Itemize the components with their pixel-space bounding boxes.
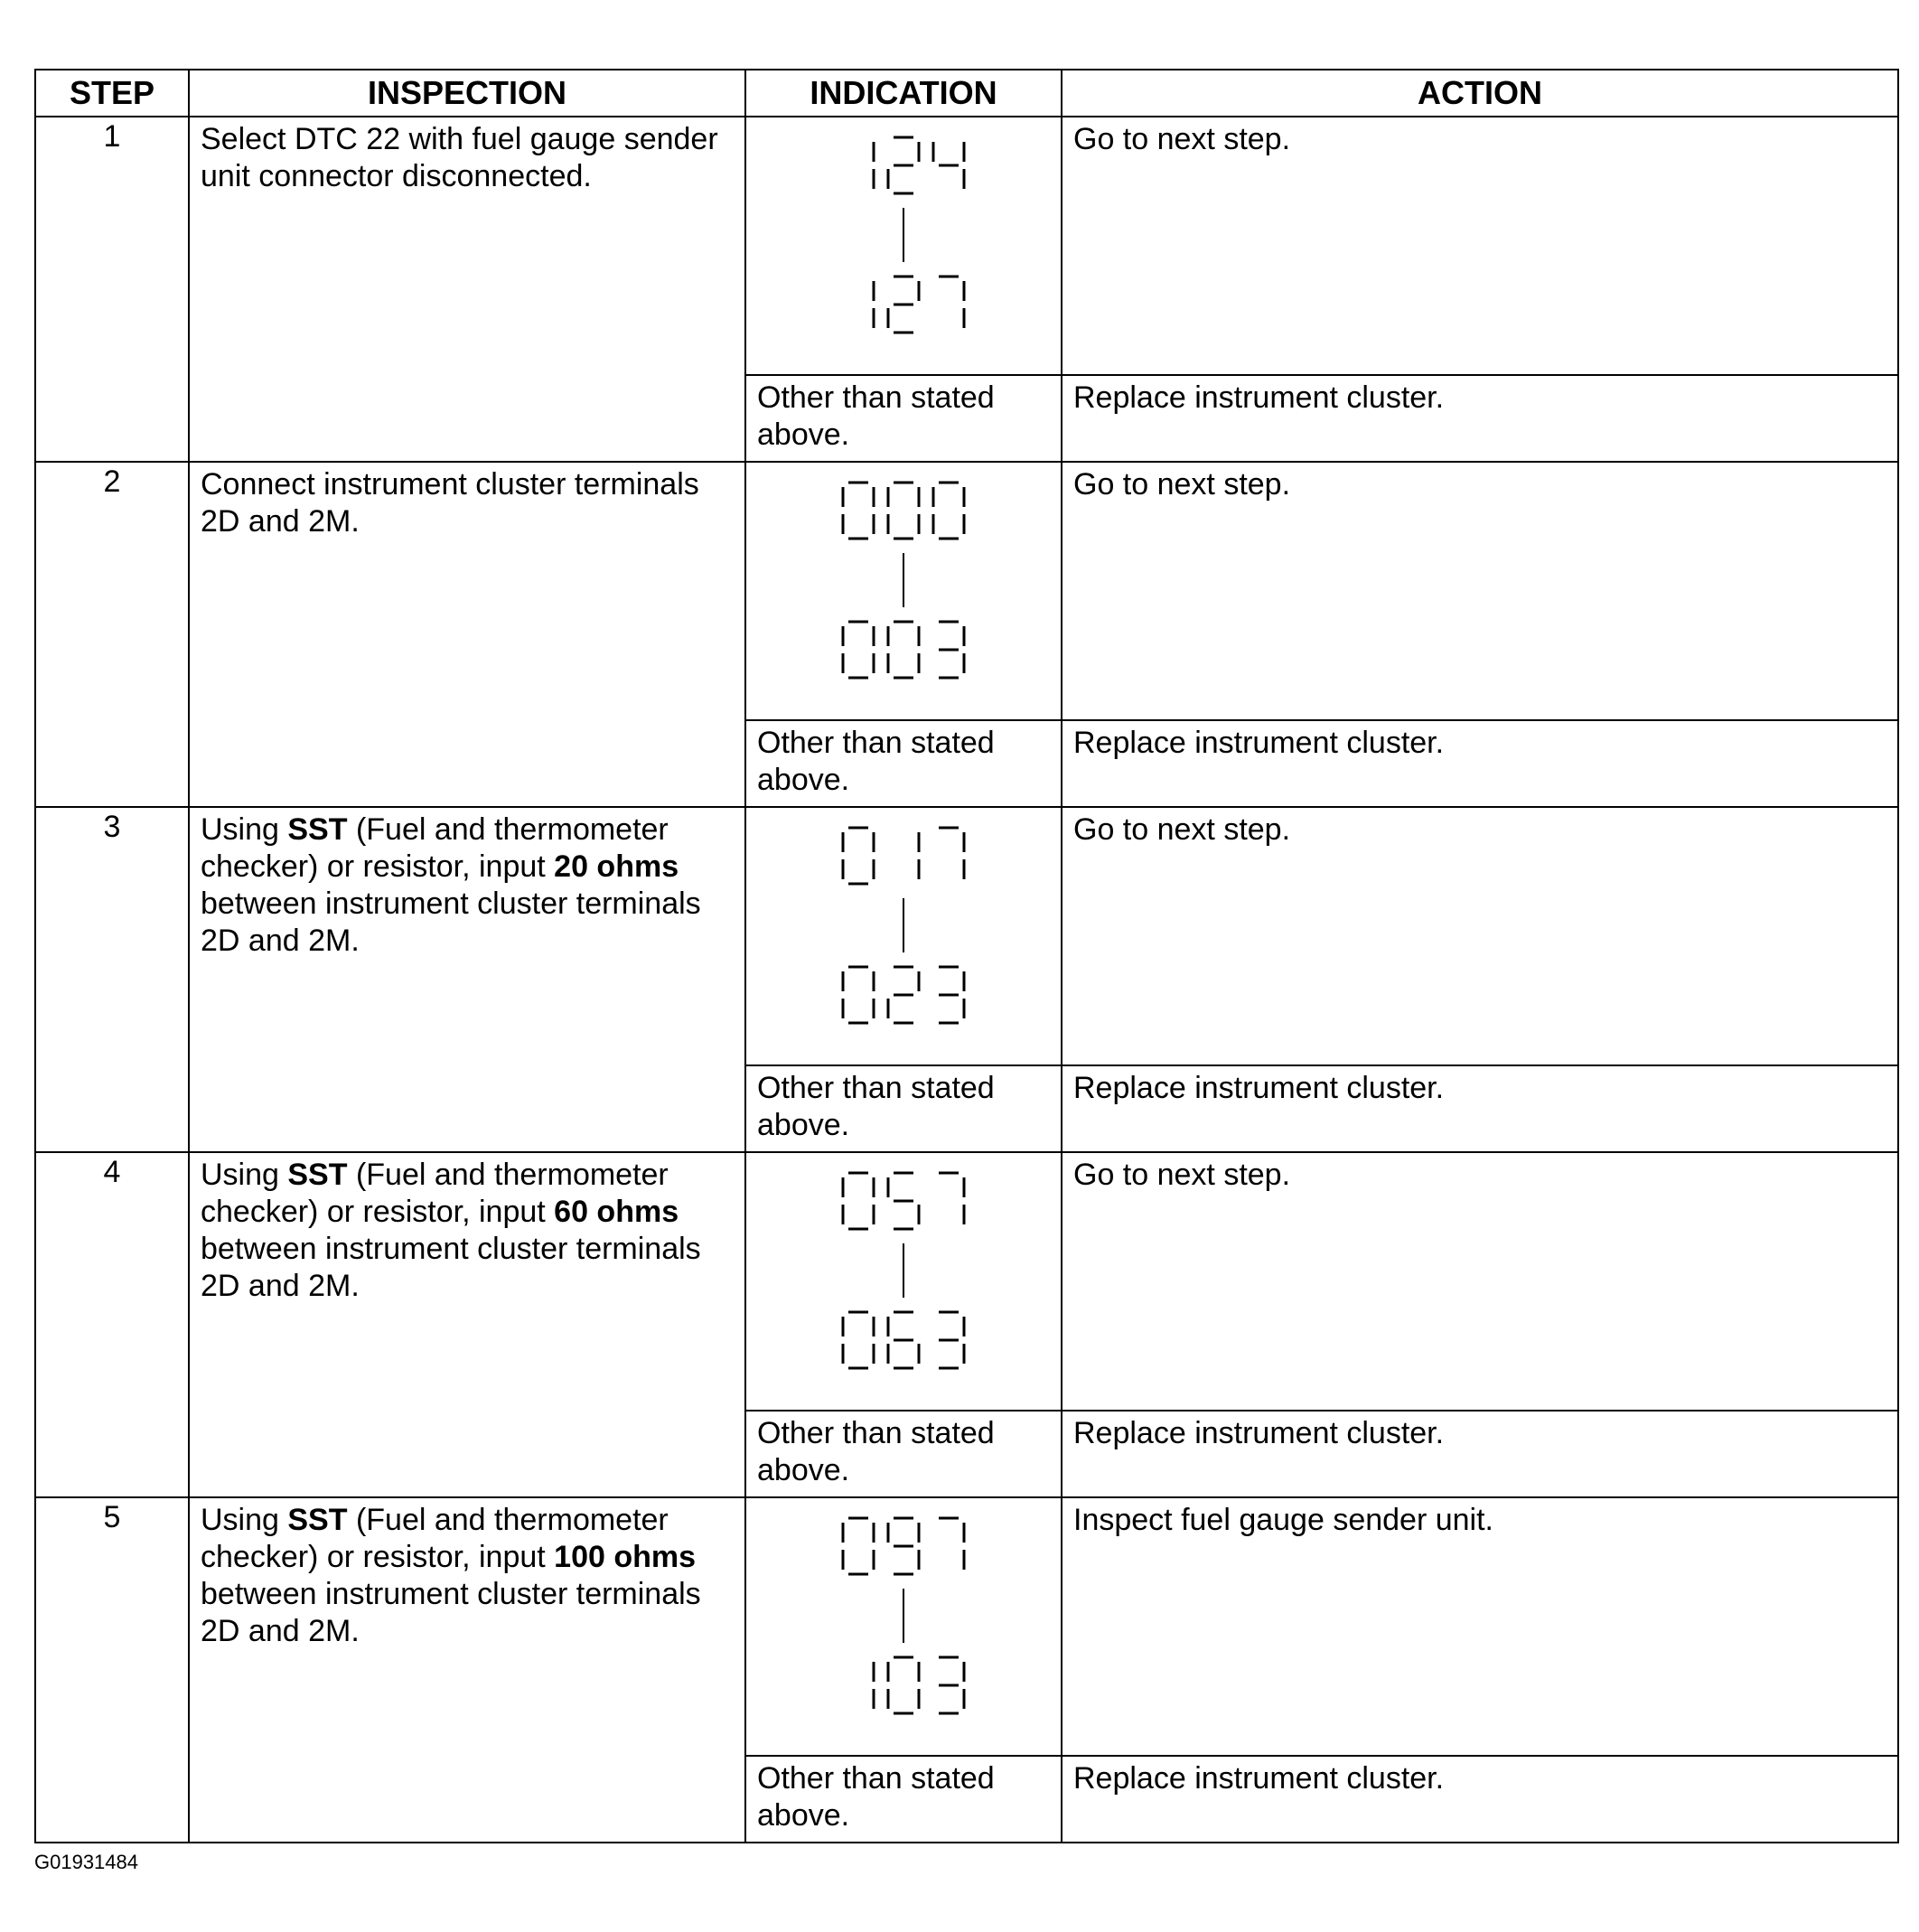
step-number: 1 xyxy=(35,117,189,462)
inspection-text xyxy=(189,1152,745,1497)
action-ng: Replace instrument cluster. xyxy=(1062,1411,1898,1497)
inspection-fragment: Connect instrument cluster terminals 2D and 2M. xyxy=(201,467,699,539)
inspection-fragment: (Fuel and thermometer checker) or resistor, input xyxy=(201,812,669,884)
inspection-fragment: Using xyxy=(201,1503,288,1537)
inspection-fragment: (Fuel and thermometer checker) or resistor, input xyxy=(201,1158,669,1229)
header-action: ACTION xyxy=(1062,70,1898,117)
indication-high-display xyxy=(839,618,968,681)
inspection-fragment: Select DTC 22 with fuel gauge sender unit connector disconnected. xyxy=(201,122,718,193)
inspection-fragment: Using xyxy=(201,812,288,847)
inspection-emphasis: 60 ohms xyxy=(554,1195,679,1229)
indication-other: Other than stated above. xyxy=(745,1065,1062,1152)
header-inspection: INSPECTION xyxy=(189,70,745,117)
indication-low-display xyxy=(839,1169,968,1233)
indication-low-display xyxy=(839,824,968,887)
action-ng: Replace instrument cluster. xyxy=(1062,375,1898,462)
header-row xyxy=(35,70,1898,117)
inspection-table xyxy=(34,69,1899,1843)
inspection-text xyxy=(189,807,745,1152)
step-number: 3 xyxy=(35,807,189,1152)
indication-high-display xyxy=(839,1308,968,1372)
action-ok: Go to next step. xyxy=(1062,1152,1898,1411)
inspection-fragment: between instrument cluster terminals 2D and 2M. xyxy=(201,1577,701,1648)
inspection-text xyxy=(189,462,745,807)
inspection-fragment: Using xyxy=(201,1158,288,1192)
indication-range xyxy=(745,807,1062,1065)
action-ok: Inspect fuel gauge sender unit. xyxy=(1062,1497,1898,1756)
inspection-emphasis: 100 ohms xyxy=(554,1540,697,1574)
indication-range xyxy=(745,117,1062,375)
inspection-fragment: (Fuel and thermometer checker) or resistor, input xyxy=(201,1503,669,1574)
inspection-emphasis: SST xyxy=(287,812,348,847)
table-body xyxy=(35,117,1898,1843)
step-row xyxy=(35,117,1898,375)
indication-high-display xyxy=(839,963,968,1027)
indication-other: Other than stated above. xyxy=(745,1411,1062,1497)
indication-high-display xyxy=(839,1654,968,1717)
step-number: 2 xyxy=(35,462,189,807)
range-separator xyxy=(903,208,904,262)
inspection-emphasis: SST xyxy=(287,1158,348,1192)
indication-range xyxy=(745,462,1062,720)
inspection-emphasis: SST xyxy=(287,1503,348,1537)
indication-low-display xyxy=(839,479,968,542)
step-number: 4 xyxy=(35,1152,189,1497)
action-ng: Replace instrument cluster. xyxy=(1062,720,1898,807)
action-ok: Go to next step. xyxy=(1062,117,1898,375)
step-row xyxy=(35,1152,1898,1411)
indication-low-display xyxy=(839,134,968,197)
action-ok: Go to next step. xyxy=(1062,807,1898,1065)
step-number: 5 xyxy=(35,1497,189,1843)
step-row xyxy=(35,1497,1898,1756)
range-separator xyxy=(903,898,904,952)
range-separator xyxy=(903,1243,904,1298)
inspection-text xyxy=(189,1497,745,1843)
indication-range xyxy=(745,1152,1062,1411)
indication-other: Other than stated above. xyxy=(745,720,1062,807)
action-ng: Replace instrument cluster. xyxy=(1062,1756,1898,1843)
action-ng: Replace instrument cluster. xyxy=(1062,1065,1898,1152)
inspection-fragment: between instrument cluster terminals 2D and 2M. xyxy=(201,1232,701,1303)
indication-other: Other than stated above. xyxy=(745,375,1062,462)
indication-high-display xyxy=(839,273,968,336)
inspection-emphasis: 20 ohms xyxy=(554,849,679,884)
figure-id: G01931484 xyxy=(34,1851,138,1873)
indication-low-display xyxy=(839,1515,968,1578)
inspection-fragment: between instrument cluster terminals 2D and 2M. xyxy=(201,886,701,958)
action-ok: Go to next step. xyxy=(1062,462,1898,720)
indication-range xyxy=(745,1497,1062,1756)
step-row xyxy=(35,807,1898,1065)
range-separator xyxy=(903,553,904,607)
header-step: STEP xyxy=(35,70,189,117)
range-separator xyxy=(903,1589,904,1643)
step-row xyxy=(35,462,1898,720)
header-indication: INDICATION xyxy=(745,70,1062,117)
indication-other: Other than stated above. xyxy=(745,1756,1062,1843)
inspection-text xyxy=(189,117,745,462)
